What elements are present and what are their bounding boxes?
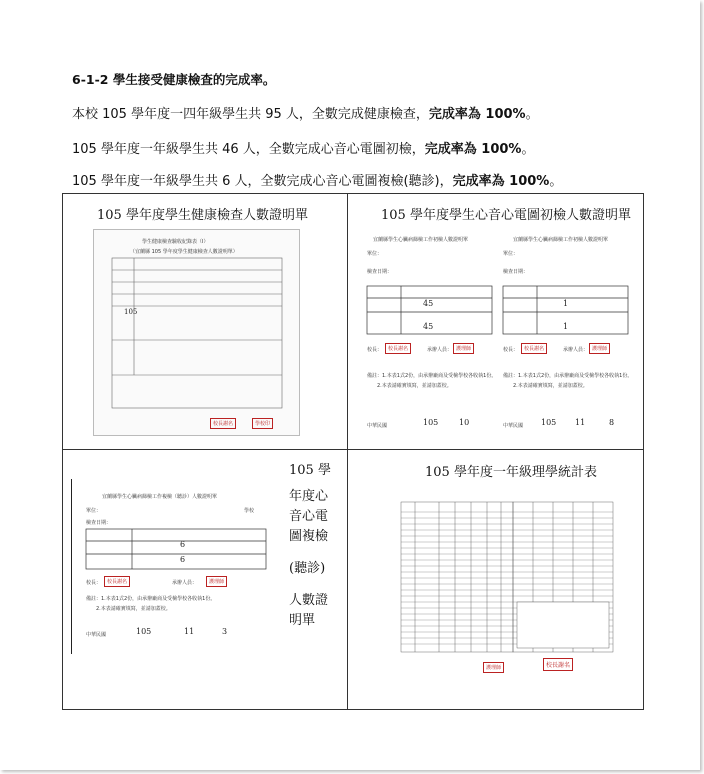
health-form-handwriting-1: 105 [124,308,138,316]
ecg-recheck-era: 中華民國 [86,632,107,638]
ecg-unit-left: 單位： [367,251,383,257]
ecg-stamp-handler-left: 護理師 [453,343,474,354]
ecg-recheck-title-line-5: (聽診) [289,561,326,576]
stats-stamp-handler: 護理師 [483,662,504,673]
ecg-recheck-principal: 校長： [86,580,102,586]
ecg-form-title-right: 宜蘭縣學生心臟病篩檢工作初檢人數證明單 [513,237,609,243]
ecg-note2-left: 2.本表請確實填寫，並請加蓋校。 [377,383,452,389]
health-form-subtitle: （宜蘭縣 105 學年度學生健康檢查人數證明單） [130,249,238,255]
stats-title: 105 學年度一年級理學統計表 [425,465,597,480]
ecg-year-right: 105 [541,418,557,427]
ecg-form-title-left: 宜蘭縣學生心臟病篩檢工作初檢人數證明單 [373,237,469,243]
ecg-recheck-count: 6 [180,540,186,549]
ecg-recheck-unit: 單位： [86,508,102,514]
paragraph-health-check: 本校 105 學年度一四年級學生共 95 人，全數完成健康檢查，完成率為 100%。 [72,107,539,122]
ecg-era-right: 中華民國 [503,423,524,429]
ecg-recheck-year: 105 [136,627,152,636]
ecg-recheck-school: 學校 [244,508,255,514]
ecg-recheck-title-line-7: 明單 [289,613,316,628]
ecg-unit-right: 單位： [503,251,519,257]
ecg-recheck-total: 6 [180,555,186,564]
ecg-recheck-stamp-principal: 校長謝名 [104,576,130,587]
health-form-stamp-school: 學校印 [252,418,273,429]
ecg-recheck-note1: 備註：1.本表1式2份，由承辦廠商及受檢學校各收執1份。 [86,596,216,602]
health-form-title: 學生健康檢查驗收紀錄表（Ⅰ） [142,239,209,245]
ecg-initial-title: 105 學年度學生心音心電圖初檢人數證明單 [381,208,631,223]
section-heading: 6-1-2 學生接受健康檢查的完成率。 [72,72,276,87]
ecg-recheck-stamp-handler: 護理師 [206,576,227,587]
ecg-recheck-day: 3 [222,627,228,636]
ecg-initial-total-right: 1 [563,322,569,331]
ecg-day-right: 8 [609,418,615,427]
ecg-recheck-title-line-3: 音心電 [289,509,329,524]
ecg-recheck-title-line-6: 人數證 [289,593,329,608]
ecg-recheck-form-title: 宜蘭縣學生心臟病篩檢工作複檢（聽診）人數證明單 [102,494,218,500]
paragraph-ecg-recheck: 105 學年度一年級學生共 6 人，全數完成心音心電圖複檢(聽診)，完成率為 100%。 [72,174,563,189]
grid-divider-horizontal [63,449,643,450]
ecg-stamp-principal-left: 校長謝名 [385,343,411,354]
ecg-recheck-title-line-2: 年度心 [289,489,329,504]
grid-divider-vertical [347,194,348,709]
ecg-recheck-title-line-1: 105 學 [289,463,331,478]
ecg-handler-right: 承辦人員： [563,347,589,353]
ecg-note1-left: 備註：1.本表1式2份，由承辦廠商及受檢學校各收執1份。 [367,373,497,379]
health-form-lines [94,230,299,435]
ecg-note2-right: 2.本表請確實填寫，並請加蓋校。 [513,383,588,389]
ecg-era-left: 中華民國 [367,423,388,429]
ecg-recheck-title [289,461,341,631]
ecg-recheck-form-scan [71,479,277,654]
ecg-recheck-note2: 2.本表請確實填寫，並請加蓋校。 [96,606,171,612]
ecg-initial-count-left: 45 [423,299,434,308]
ecg-recheck-handler: 承辦人員： [172,580,198,586]
ecg-recheck-date: 檢查日期： [86,520,112,526]
ecg-initial-total-left: 45 [423,322,434,331]
ecg-month-left: 10 [459,418,470,427]
ecg-principal-left: 校長： [367,347,383,353]
stats-stamp-principal: 校長謝名 [543,658,573,671]
ecg-stamp-handler-right: 護理師 [589,343,610,354]
ecg-principal-right: 校長： [503,347,519,353]
ecg-recheck-table-lines [72,527,277,587]
ecg-initial-count-right: 1 [563,299,569,308]
ecg-initial-form-scan [363,232,633,442]
ecg-note1-right: 備註：1.本表1式2份，由承辦廠商及受檢學校各收執1份。 [503,373,633,379]
paragraph-ecg-initial: 105 學年度一年級學生共 46 人，全數完成心音心電圖初檢，完成率為 100%。 [72,142,535,157]
health-check-title: 105 學年度學生健康檢查人數證明單 [97,208,308,223]
ecg-stamp-principal-right: 校長謝名 [521,343,547,354]
ecg-recheck-title-line-4: 圖複檢 [289,529,329,544]
stats-sheet-scan [393,484,623,689]
certificate-grid [62,193,644,710]
ecg-date-left: 檢查日期： [367,269,393,275]
ecg-month-right: 11 [575,418,586,427]
health-check-form-scan [93,229,300,436]
health-form-stamp-principal: 校長謝名 [210,418,236,429]
ecg-date-right: 檢查日期： [503,269,529,275]
stats-sheet-grid [393,484,623,689]
ecg-year-left: 105 [423,418,439,427]
ecg-recheck-month: 11 [184,627,195,636]
ecg-handler-left: 承辦人員： [427,347,453,353]
